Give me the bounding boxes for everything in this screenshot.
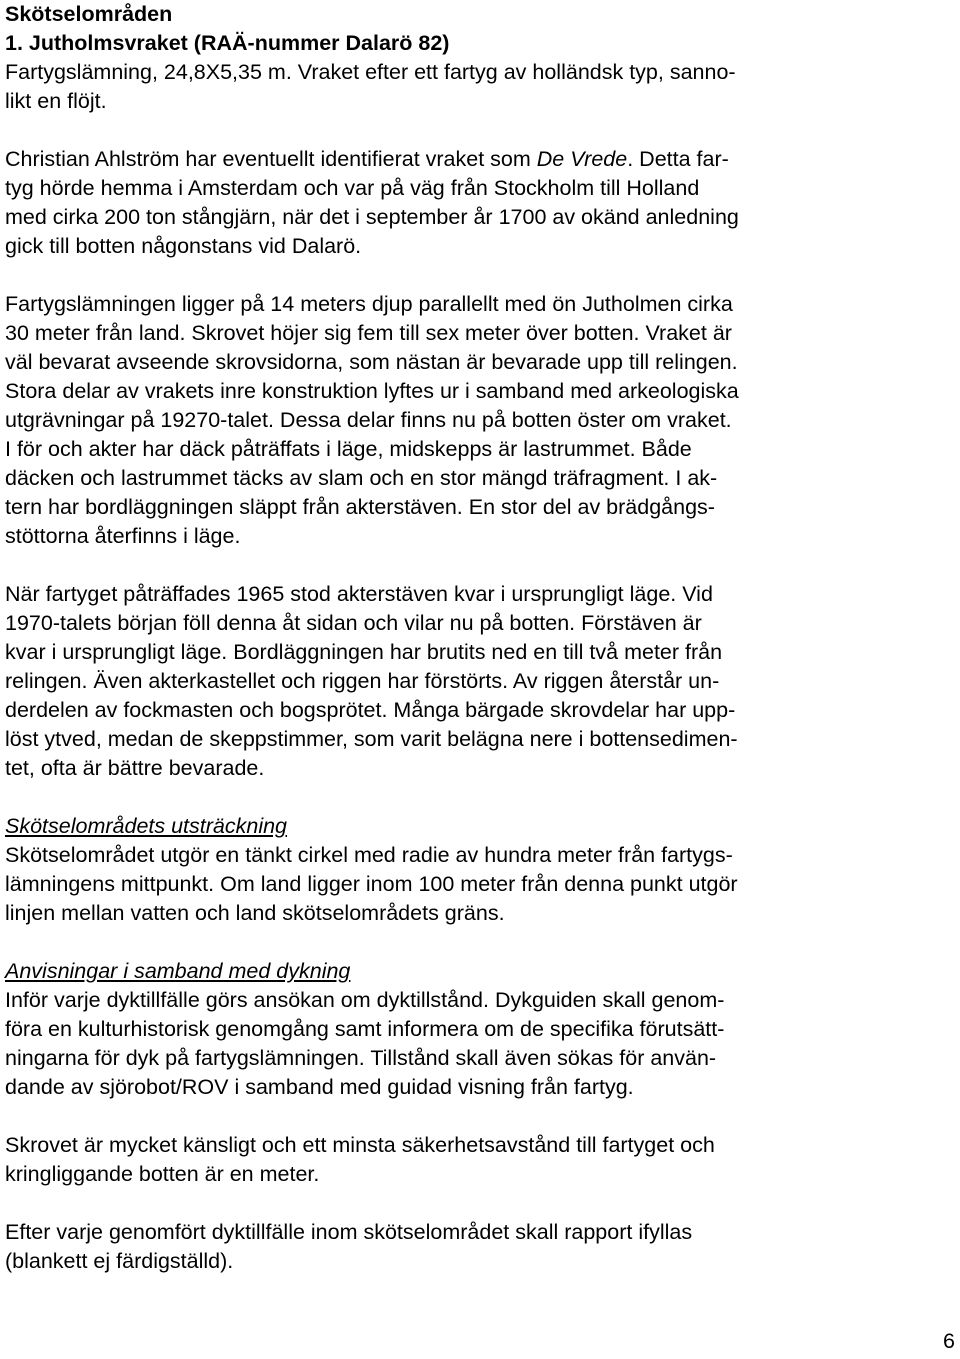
paragraph-line: Skrovet är mycket känsligt och ett minsta säkerhetsavstånd till fartyget och: [5, 1133, 715, 1157]
paragraph-line: löst ytved, medan de skeppstimmer, som varit belägna nere i bottensedimen-: [5, 727, 738, 751]
text-fragment: Christian Ahlström har eventuellt identifierat vraket som: [5, 147, 537, 171]
paragraph-gap: [5, 116, 955, 145]
paragraph-line: Fartygslämning, 24,8X5,35 m. Vraket efter ett fartyg av holländsk typ, sanno-: [5, 60, 736, 84]
paragraph-line: Fartygslämningen ligger på 14 meters djup parallellt med ön Jutholmen cirka: [5, 292, 733, 316]
document-page: [5, 0, 955, 1276]
paragraph-line: Inför varje dyktillfälle görs ansökan om dyktillstånd. Dykguiden skall genom-: [5, 988, 725, 1012]
paragraph-line: När fartyget påträffades 1965 stod akterstäven kvar i ursprungligt läge. Vid: [5, 582, 713, 606]
paragraph-line: med cirka 200 ton stångjärn, när det i september år 1700 av okänd anledning: [5, 205, 739, 229]
subsection-heading: [5, 812, 955, 841]
wreck-heading: 1. Jutholmsvraket (RAÄ-nummer Dalarö 82): [5, 31, 450, 55]
paragraph-line: stöttorna återfinns i läge.: [5, 524, 241, 548]
text-fragment: . Detta far-: [627, 147, 729, 171]
paragraph-gap: [5, 1102, 955, 1131]
paragraph-line: väl bevarat avseende skrovsidorna, som nästan är bevarade upp till relingen.: [5, 350, 738, 374]
paragraph-line: relingen. Även akterkastellet och riggen har förstörts. Av riggen återstår un-: [5, 669, 720, 693]
paragraph-line: ningarna för dyk på fartygslämningen. Tillstånd skall även sökas för använ-: [5, 1046, 717, 1070]
paragraph-gap: [5, 261, 955, 290]
paragraph-line: linjen mellan vatten och land skötselområdets gräns.: [5, 901, 505, 925]
report-paragraph: [5, 1218, 955, 1276]
paragraph-line: I för och akter har däck påträffats i läge, midskepps är lastrummet. Både: [5, 437, 692, 461]
page-number: 6: [943, 1329, 955, 1353]
extent-section: [5, 812, 955, 928]
section-title: Skötselområden: [5, 2, 173, 26]
diving-heading: Anvisningar i samband med dykning: [5, 959, 351, 983]
paragraph-line: föra en kulturhistorisk genomgång samt informera om de specifika förutsätt-: [5, 1017, 725, 1041]
extent-heading: Skötselområdets utsträckning: [5, 814, 288, 838]
paragraph-line: (blankett ej färdigställd).: [5, 1249, 234, 1273]
paragraph-gap: [5, 783, 955, 812]
paragraph-line: dande av sjörobot/ROV i samband med guidad visning från fartyg.: [5, 1075, 634, 1099]
paragraph-line: Skötselområdet utgör en tänkt cirkel med radie av hundra meter från fartygs-: [5, 843, 733, 867]
description-paragraph: [5, 290, 955, 551]
paragraph-gap: [5, 551, 955, 580]
paragraph-line: 30 meter från land. Skrovet höjer sig fem till sex meter över botten. Vraket är: [5, 321, 732, 345]
paragraph-gap: [5, 928, 955, 957]
paragraph-line: [5, 145, 955, 174]
paragraph-line: tern har bordläggningen släppt från akterstäven. En stor del av brädgångs-: [5, 495, 715, 519]
paragraph-line: lämningens mittpunkt. Om land ligger inom 100 meter från denna punkt utgör: [5, 872, 738, 896]
paragraph-line: tet, ofta är bättre bevarade.: [5, 756, 265, 780]
paragraph-line: kvar i ursprungligt läge. Bordläggningen har brutits ned en till två meter från: [5, 640, 723, 664]
condition-paragraph: [5, 580, 955, 783]
history-paragraph: [5, 145, 955, 261]
paragraph-line: derdelen av fockmasten och bogsprötet. Många bärgade skrovdelar har upp-: [5, 698, 736, 722]
paragraph-line: kringliggande botten är en meter.: [5, 1162, 320, 1186]
intro-paragraph: [5, 58, 955, 116]
diving-section: [5, 957, 955, 1102]
ship-name: De Vrede: [536, 147, 628, 171]
paragraph-line: däcken och lastrummet täcks av slam och en stor mängd träfragment. I ak-: [5, 466, 718, 490]
paragraph-line: Stora delar av vrakets inre konstruktion lyftes ur i samband med arkeologiska: [5, 379, 739, 403]
subsection-heading: [5, 957, 955, 986]
paragraph-line: likt en flöjt.: [5, 89, 107, 113]
safety-paragraph: [5, 1131, 955, 1189]
paragraph-gap: [5, 1189, 955, 1218]
paragraph-line: tyg hörde hemma i Amsterdam och var på väg från Stockholm till Holland: [5, 176, 700, 200]
paragraph-line: Efter varje genomfört dyktillfälle inom skötselområdet skall rapport ifyllas: [5, 1220, 693, 1244]
paragraph-line: utgrävningar på 19270-talet. Dessa delar finns nu på botten öster om vraket.: [5, 408, 732, 432]
paragraph-line: 1970-talets början föll denna åt sidan och vilar nu på botten. Förstäven är: [5, 611, 702, 635]
paragraph-line: gick till botten någonstans vid Dalarö.: [5, 234, 362, 258]
